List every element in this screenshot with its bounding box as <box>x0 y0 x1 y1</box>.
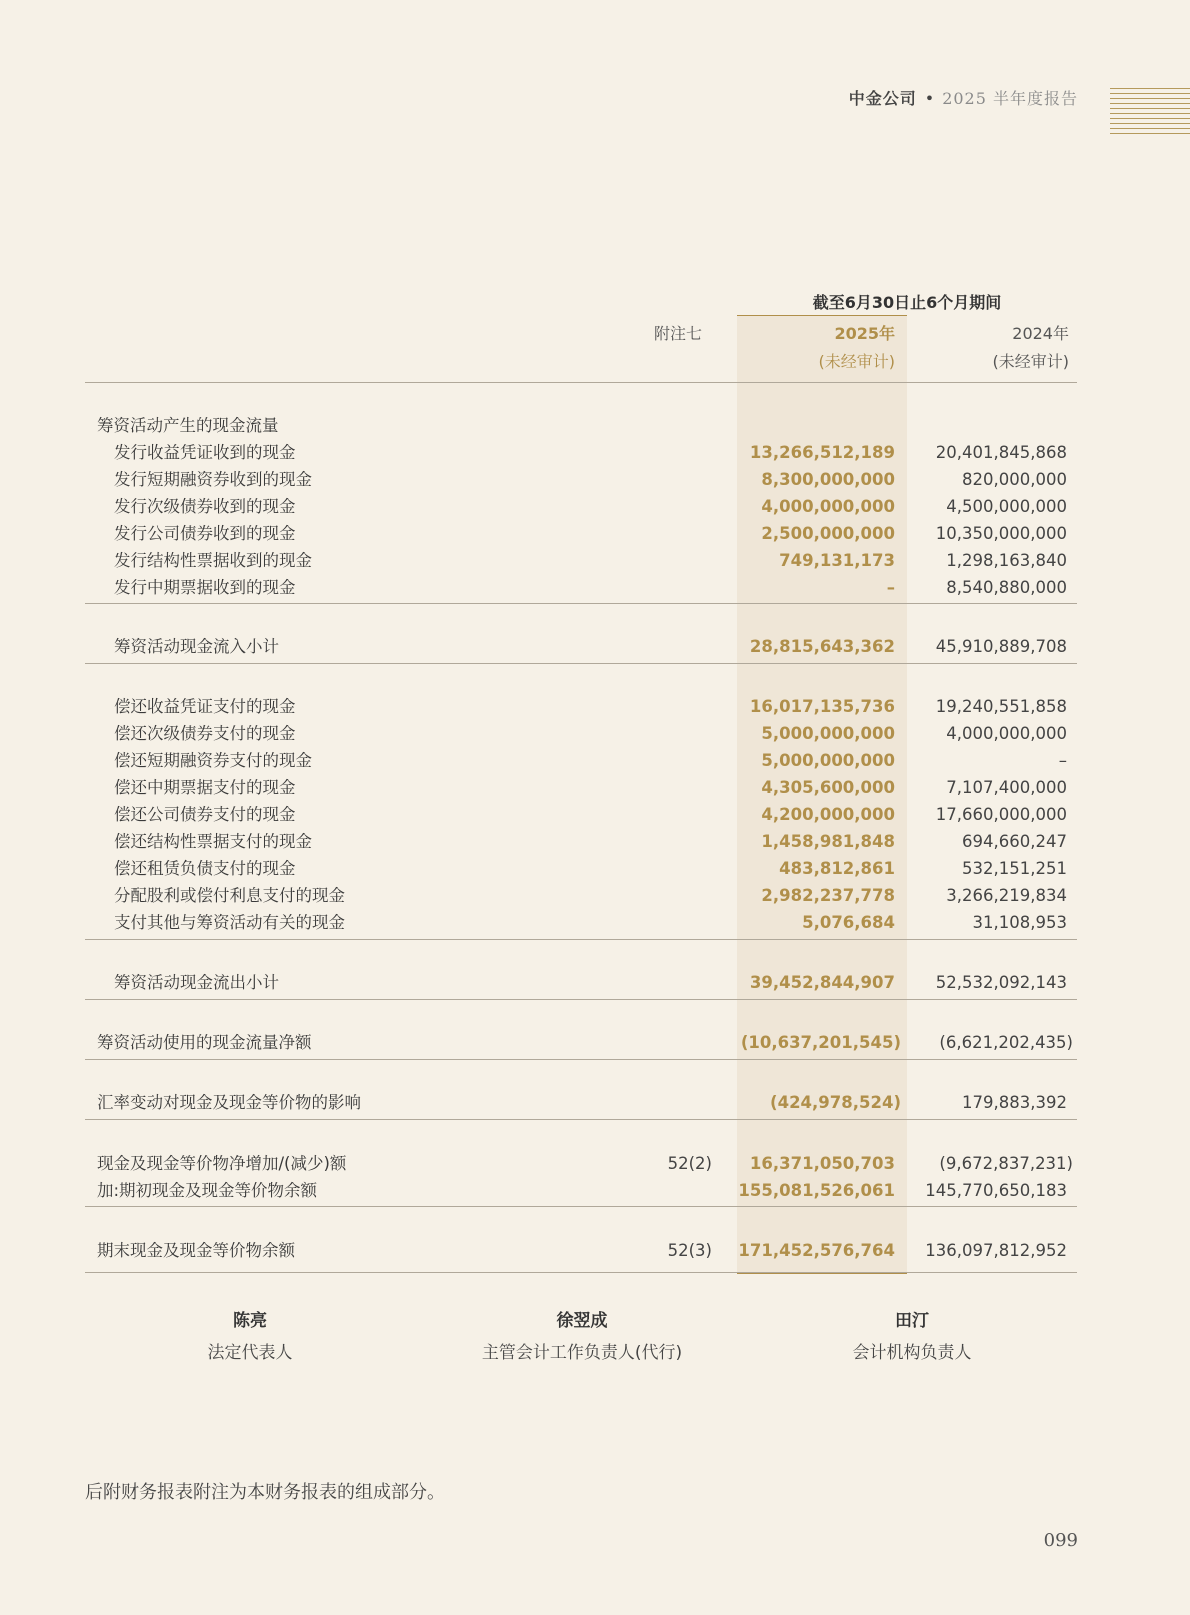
value-2024: (9,672,837,231) <box>939 1154 1073 1173</box>
table-row <box>85 1237 1077 1264</box>
row-note: 52(3) <box>667 1241 712 1260</box>
value-2024: 19,240,551,858 <box>935 697 1067 716</box>
column-2024-year: 2024年 <box>1012 324 1069 343</box>
row-label: 偿还公司债券支付的现金 <box>114 805 296 824</box>
value-2025: 16,017,135,736 <box>749 697 895 716</box>
table-row <box>85 774 1077 801</box>
signature-accounting-head <box>432 1309 732 1365</box>
value-2025: (424,978,524) <box>770 1093 901 1112</box>
value-2025: 16,371,050,703 <box>749 1154 895 1173</box>
table-row <box>85 466 1077 493</box>
table-rule <box>85 1206 1077 1207</box>
value-2025: 4,305,600,000 <box>761 778 895 797</box>
period-title: 截至6月30日止6个月期间 <box>812 293 1002 312</box>
value-2024: 4,000,000,000 <box>946 724 1067 743</box>
value-2024: – <box>1058 751 1067 770</box>
signature-title: 会计机构负责人 <box>852 1343 972 1363</box>
table-row <box>85 1029 1077 1056</box>
value-2025: 8,300,000,000 <box>761 470 895 489</box>
row-note: 52(2) <box>667 1154 712 1173</box>
row-label: 汇率变动对现金及现金等价物的影响 <box>97 1093 361 1112</box>
signature-name: 徐翌成 <box>556 1311 608 1331</box>
table-row <box>85 1150 1077 1177</box>
value-2025: 5,000,000,000 <box>761 724 895 743</box>
table-rule <box>85 663 1077 664</box>
value-2025: 1,458,981,848 <box>761 832 895 851</box>
value-2025: 28,815,643,362 <box>749 637 895 656</box>
value-2025: 5,076,684 <box>802 913 895 932</box>
signature-title: 主管会计工作负责人(代行) <box>481 1343 683 1363</box>
value-2024: 145,770,650,183 <box>925 1181 1067 1200</box>
value-2025: 2,982,237,778 <box>761 886 895 905</box>
value-2024: 8,540,880,000 <box>946 578 1067 597</box>
row-label: 支付其他与筹资活动有关的现金 <box>114 913 345 932</box>
value-2025: 749,131,173 <box>779 551 895 570</box>
row-label: 加:期初现金及现金等价物余额 <box>97 1181 318 1200</box>
row-label: 偿还短期融资券支付的现金 <box>114 751 312 770</box>
value-2025: 171,452,576,764 <box>738 1241 895 1260</box>
table-row <box>85 855 1077 882</box>
table-row <box>85 574 1077 601</box>
value-2025: 483,812,861 <box>779 859 895 878</box>
value-2024: 52,532,092,143 <box>935 973 1067 992</box>
value-2024: 31,108,953 <box>972 913 1067 932</box>
value-2024: 532,151,251 <box>962 859 1067 878</box>
highlight-top-rule <box>737 315 907 316</box>
row-label: 筹资活动产生的现金流量 <box>97 416 279 435</box>
signature-accounting-dept <box>762 1309 1062 1365</box>
table-row <box>85 909 1077 936</box>
value-2024: 4,500,000,000 <box>946 497 1067 516</box>
table-row <box>85 747 1077 774</box>
table-row <box>85 720 1077 747</box>
table-row <box>85 828 1077 855</box>
column-header-2025 <box>737 320 895 376</box>
row-label: 现金及现金等价物净增加/(减少)额 <box>97 1154 347 1173</box>
row-label: 偿还结构性票据支付的现金 <box>114 832 312 851</box>
table-rule <box>85 1272 1077 1273</box>
table-row <box>85 1177 1077 1204</box>
value-2024: 694,660,247 <box>962 832 1067 851</box>
value-2025: 5,000,000,000 <box>761 751 895 770</box>
row-label: 期末现金及现金等价物余额 <box>97 1241 295 1260</box>
table-rule <box>85 999 1077 1000</box>
row-label: 筹资活动现金流出小计 <box>114 973 279 992</box>
table-row <box>85 969 1077 996</box>
value-2024: 17,660,000,000 <box>935 805 1067 824</box>
value-2024: (6,621,202,435) <box>939 1033 1073 1052</box>
row-label: 偿还收益凭证支付的现金 <box>114 697 296 716</box>
value-2025: – <box>886 578 895 597</box>
row-label: 偿还租赁负债支付的现金 <box>114 859 296 878</box>
decorative-stripes <box>1110 88 1190 134</box>
row-label: 筹资活动现金流入小计 <box>114 637 279 656</box>
table-rule <box>85 1059 1077 1060</box>
table-row <box>85 801 1077 828</box>
table-row <box>85 412 1077 439</box>
row-label: 发行短期融资券收到的现金 <box>114 470 312 489</box>
signature-name: 陈亮 <box>233 1311 267 1331</box>
table-row <box>85 693 1077 720</box>
table-rule <box>85 603 1077 604</box>
report-title: 2025 半年度报告 <box>942 89 1078 108</box>
table-row <box>85 547 1077 574</box>
row-label: 发行次级债券收到的现金 <box>114 497 296 516</box>
row-label: 发行公司债券收到的现金 <box>114 524 296 543</box>
value-2025: 155,081,526,061 <box>738 1181 895 1200</box>
value-2024: 10,350,000,000 <box>935 524 1067 543</box>
company-name: 中金公司 <box>848 89 917 108</box>
table-row <box>85 1089 1077 1116</box>
column-2025-year: 2025年 <box>834 324 895 343</box>
value-2024: 20,401,845,868 <box>935 443 1067 462</box>
signature-legal-rep <box>100 1309 400 1365</box>
value-2025: 4,000,000,000 <box>761 497 895 516</box>
header-separator: • <box>924 89 935 108</box>
value-2024: 820,000,000 <box>962 470 1067 489</box>
table-rule <box>85 382 1077 383</box>
value-2024: 1,298,163,840 <box>946 551 1067 570</box>
value-2025: 4,200,000,000 <box>761 805 895 824</box>
value-2024: 136,097,812,952 <box>925 1241 1067 1260</box>
value-2025: 2,500,000,000 <box>761 524 895 543</box>
value-2025: 39,452,844,907 <box>749 973 895 992</box>
report-header <box>849 86 1078 109</box>
row-label: 偿还次级债券支付的现金 <box>114 724 296 743</box>
value-2024: 3,266,219,834 <box>946 886 1067 905</box>
row-label: 分配股利或偿付利息支付的现金 <box>114 886 345 905</box>
value-2025: (10,637,201,545) <box>740 1033 901 1052</box>
footnote: 后附财务报表附注为本财务报表的组成部分。 <box>85 1482 445 1503</box>
table-rule <box>85 1119 1077 1120</box>
table-row <box>85 520 1077 547</box>
signature-title: 法定代表人 <box>207 1343 293 1363</box>
column-2024-sub: (未经审计) <box>992 352 1069 371</box>
table-row <box>85 439 1077 466</box>
value-2024: 45,910,889,708 <box>935 637 1067 656</box>
page-number: 099 <box>1043 1530 1078 1551</box>
note-column-header: 附注七 <box>654 324 703 343</box>
row-label: 偿还中期票据支付的现金 <box>114 778 296 797</box>
column-header-2024 <box>907 320 1069 376</box>
table-row <box>85 633 1077 660</box>
table-row <box>85 493 1077 520</box>
value-2024: 179,883,392 <box>962 1093 1067 1112</box>
value-2025: 13,266,512,189 <box>749 443 895 462</box>
row-label: 筹资活动使用的现金流量净额 <box>97 1033 312 1052</box>
table-row <box>85 882 1077 909</box>
table-rule <box>85 939 1077 940</box>
value-2024: 7,107,400,000 <box>946 778 1067 797</box>
row-label: 发行收益凭证收到的现金 <box>114 443 296 462</box>
row-label: 发行中期票据收到的现金 <box>114 578 296 597</box>
signature-name: 田汀 <box>895 1311 929 1331</box>
row-label: 发行结构性票据收到的现金 <box>114 551 312 570</box>
column-2025-sub: (未经审计) <box>818 352 895 371</box>
